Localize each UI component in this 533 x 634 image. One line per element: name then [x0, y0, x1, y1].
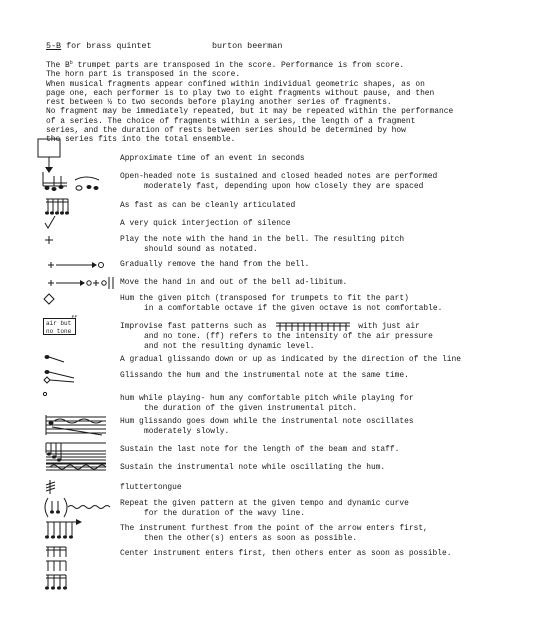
legend-text: Play the note with the hand in the bell. The resulting pitch should sound as notated. — [120, 235, 405, 254]
legend-text: As fast as can be cleanly articulated — [120, 201, 296, 210]
flutter-tongue-icon — [44, 480, 58, 494]
legend-text: Hum the given pitch (transposed for trumpets to fit the part) in a comfortable octave if the given octave is not comfortable. — [120, 294, 443, 313]
legend-text: The instrument furthest from the point of the arrow enters first, then the other(s) enters as soon as possible. — [120, 524, 428, 543]
legend-text: Sustain the last note for the length of the beam and staff. — [120, 445, 400, 454]
legend-text: Move the hand in and out of the bell ad-libitum. — [120, 278, 348, 287]
legend-text: A very quick interjection of silence — [120, 219, 291, 228]
intro-line: The $B^b$ trumpet parts are transposed in the score. Performance is from score. — [46, 60, 405, 70]
intro-line: The horn part is transposed in the score. — [46, 70, 241, 80]
glissando-hum-icon — [44, 369, 76, 383]
arrow-entry-icon — [44, 520, 84, 544]
header-line — [46, 41, 283, 51]
legend-text: Open-headed note is sustained and closed headed notes are performed moderately fast, depending upon how closely they are spaced — [120, 172, 438, 191]
center-entry-icon — [44, 545, 74, 595]
glissando-line-icon — [44, 354, 66, 364]
legend-text: Improvise fast patterns such as with just air and no tone. (ff) refers to the intensity of the air pressure and not the resulting dynamic level. — [120, 320, 433, 352]
plus-to-circle-arrow-icon — [46, 260, 108, 270]
composer-name: burton beerman — [212, 41, 283, 51]
time-box-icon — [37, 138, 63, 174]
legend-text: fluttertongue — [120, 483, 182, 492]
hum-mark-icon — [42, 391, 50, 399]
hand-in-out-icon — [46, 276, 120, 290]
legend-text: Gradually remove the hand from the bell. — [120, 260, 310, 269]
hum-gliss-staff-icon — [44, 415, 108, 437]
intro-line: rest between ½ to two seconds before playing another series of fragments. — [46, 98, 392, 108]
intro-line: the series fits into the total ensemble. — [46, 135, 236, 145]
air-no-tone-box: air but no tone — [43, 318, 76, 335]
intro-line: page one, each performer is to play two to eight fragments without pause, and then — [46, 88, 435, 98]
fast-pattern-icon — [276, 320, 350, 332]
legend-text: Approximate time of an event in seconds — [120, 154, 305, 163]
repeat-wavy-icon — [42, 497, 116, 519]
piece-subtitle: for brass quintet — [66, 41, 152, 51]
fast-notes-icon — [44, 196, 74, 216]
checkmark-icon — [44, 216, 58, 230]
performance-notes — [46, 59, 516, 145]
plus-icon — [44, 235, 56, 247]
piece-number: 5-B — [46, 41, 62, 51]
note-heads-icon — [41, 172, 103, 194]
legend-text: Hum glissando goes down while the instrumental note oscillates moderately slowly. — [120, 417, 414, 436]
diamond-icon — [44, 294, 56, 306]
legend-text: Sustain the instrumental note while oscillating the hum. — [120, 463, 386, 472]
intro-line: of a series. The choice of fragments within a series, the length of a fragment — [46, 116, 416, 126]
legend-text: Glissando the hum and the instrumental note at the same time. — [120, 371, 409, 380]
legend-text: hum while playing- hum any comfortable pitch while playing for the duration of the given instrumental pitch. — [120, 394, 414, 413]
ff-mark: ff — [71, 315, 78, 321]
intro-line: No fragment may be immediately repeated, but it may be repeated within the performance — [46, 107, 454, 117]
legend-text: A gradual glissando down or up as indicated by the direction of the line — [120, 355, 461, 364]
sustain-osc-icon — [44, 462, 110, 474]
intro-line: When musical fragments appear confined within individual geometric shapes, as on — [46, 79, 425, 89]
legend-text: Repeat the given pattern at the given tempo and dynamic curve for the duration of the wavy line. — [120, 499, 409, 518]
legend-text: Center instrument enters first, then others enter as soon as possible. — [120, 549, 452, 558]
intro-line: series, and the duration of rests between series should be determined by how — [46, 126, 406, 136]
